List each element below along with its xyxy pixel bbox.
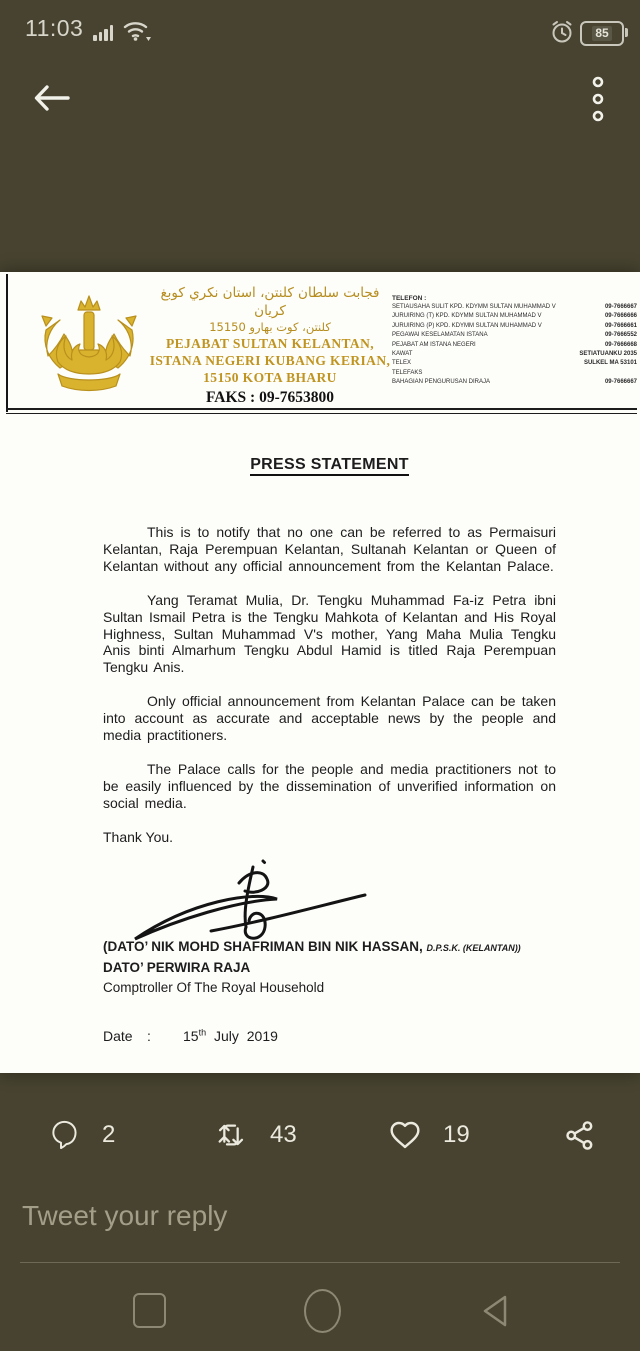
office-name-line1: PEJABAT SULTAN KELANTAN, xyxy=(165,336,375,351)
home-icon[interactable] xyxy=(304,1289,341,1333)
statement-paragraph: The Palace calls for the people and media practitioners not to be easily influenced by the dissemination of unverified information on social media. xyxy=(103,760,556,811)
signatory-role: Comptroller Of The Royal Household xyxy=(103,979,325,995)
reply-input-underline xyxy=(20,1262,620,1263)
date-line: Date : 15th July 2019 xyxy=(103,1027,278,1045)
phone-row: PEJABAT AM ISTANA NEGERI 09-7666668 xyxy=(392,341,637,348)
app-bar xyxy=(0,72,640,128)
signature-block xyxy=(103,853,556,937)
status-bar xyxy=(0,12,640,48)
office-name-line2: ISTANA NEGERI KUBANG KERIAN, xyxy=(149,353,391,368)
recents-icon[interactable] xyxy=(133,1293,166,1328)
closing-line: Thank You. xyxy=(103,828,174,845)
phone-row: PEGAWAI KESELAMATAN ISTANA 09-7666552 xyxy=(392,332,637,339)
android-nav-bar xyxy=(0,1283,640,1343)
battery-percent: 85 xyxy=(592,26,611,41)
jawi-address-line2: كلنتن، كوت بهارو 15150 xyxy=(209,320,331,334)
statement-paragraph: Only official announcement from Kelantan Palace can be taken into account as accurate and acceptable news by the people and media practitioners. xyxy=(103,693,556,744)
handwritten-signature xyxy=(125,853,375,945)
signal-bars-icon xyxy=(93,24,113,41)
wifi-icon xyxy=(122,18,152,49)
reply-input[interactable]: Tweet your reply xyxy=(22,1200,228,1231)
alarm-clock-icon xyxy=(549,19,575,50)
tweet-action-bar xyxy=(0,1118,640,1160)
kelantan-crest-emblem xyxy=(30,290,148,403)
phone-row: SETIAUSAHA SULIT KPD. KDYMM SULTAN MUHAMMAD V 09-7666667 xyxy=(392,304,637,310)
jawi-address-line1: فجابت سلطان كلنتن، استان نكري كوبغ كريان xyxy=(160,285,380,319)
telephone-directory xyxy=(392,294,637,388)
clock-time: 11:03 xyxy=(25,15,84,41)
statement-paragraph: This is to notify that no one can be referred to as Permaisuri Kelantan, Raja Perempuan Kelantan, Sultanah Kelantan or Queen of Kelantan without any official announcement from the Kelantan Palace. xyxy=(103,524,556,574)
signatory-honorific: D.P.S.K. (KELANTAN)) xyxy=(426,942,521,953)
battery-icon xyxy=(580,21,624,46)
like-count: 19 xyxy=(443,1121,470,1148)
letterhead-center xyxy=(146,284,394,407)
reply-count: 2 xyxy=(102,1120,116,1148)
letterhead xyxy=(0,272,640,414)
back-arrow-icon[interactable] xyxy=(30,78,74,123)
telefon-heading: TELEFON : xyxy=(392,295,427,302)
retweet-count: 43 xyxy=(270,1121,297,1148)
office-name-line3: 15150 KOTA BHARU xyxy=(203,370,337,385)
overflow-menu-icon[interactable] xyxy=(588,74,608,131)
statement-title: PRESS STATEMENT xyxy=(103,456,556,474)
share-button[interactable] xyxy=(563,1119,596,1152)
signatory-name-line: (DATO’ NIK MOHD SHAFRIMAN BIN NIK HASSAN, D.P.S.K. (KELANTAN)) xyxy=(103,938,521,954)
press-statement-image[interactable] xyxy=(0,272,640,1073)
nav-back-icon[interactable] xyxy=(477,1291,513,1336)
phone-row: TELEX SULKEL MA 53101 xyxy=(392,360,637,367)
phone-row: TELEFAKS xyxy=(392,369,423,376)
phone-row: JURUIRING (P) KPD. KDYMM SULTAN MUHAMMAD V 09-7666661 xyxy=(392,322,637,329)
phone-row: BAHAGIAN PENGURUSAN DIRAJA 09-7666667 xyxy=(392,379,637,386)
retweet-button[interactable] xyxy=(213,1119,297,1151)
reply-button[interactable] xyxy=(48,1118,115,1151)
phone-row: JURUIRING (T) KPD. KDYMM SULTAN MUHAMMAD V 09-7666666 xyxy=(392,313,637,320)
statement-body xyxy=(103,414,556,1044)
letterhead-left-border xyxy=(6,274,8,412)
statement-paragraph: Yang Teramat Mulia, Dr. Tengku Muhammad Fa-iz Petra ibni Sultan Ismail Petra is the Tengku Mahkota of Kelantan and His Royal Highness, Sultan Muhammad V's mother, Yang Maha Mulia Tengku Anis binti Almarhum Tengku Abdul Hamid is titled Raja Perempuan Tengku Anis. xyxy=(103,591,556,676)
phone-row: KAWAT SETIATUANKU 2035 xyxy=(392,351,637,358)
like-button[interactable] xyxy=(388,1119,470,1151)
signatory-title: DATO’ PERWIRA RAJA xyxy=(103,959,251,975)
fax-number: FAKS : 09-7653800 xyxy=(205,389,334,406)
